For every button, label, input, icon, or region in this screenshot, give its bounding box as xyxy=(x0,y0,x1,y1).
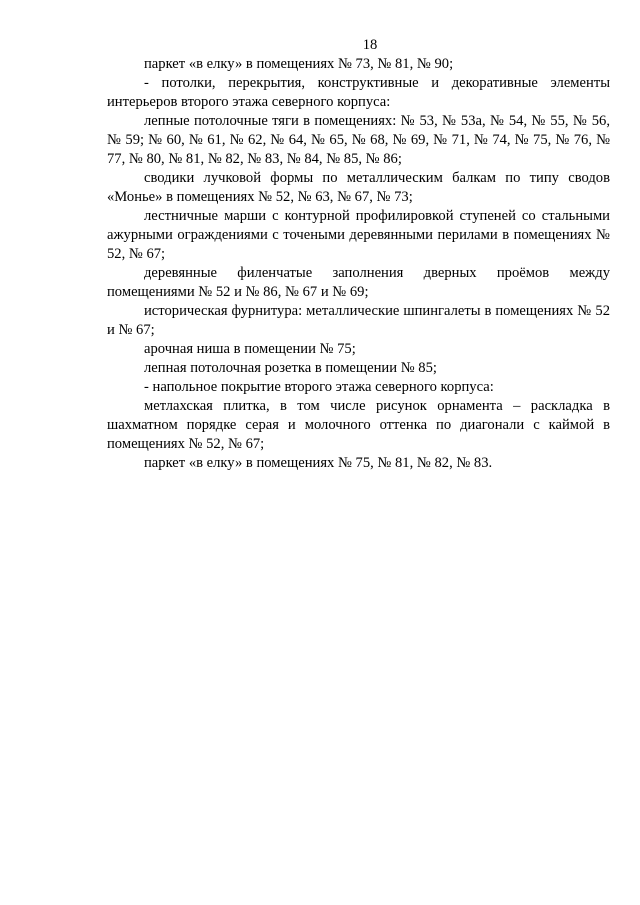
paragraph: деревянные филенчатые заполнения дверных проёмов между помещениями № 52 и № 86, № 67 и № 69; xyxy=(107,265,610,300)
paragraph: лестничные марши с контурной профилировкой ступеней со стальными ажурными ограждениями с точеными деревянными перилами в помещениях № 52, № 67; xyxy=(107,208,610,262)
paragraph: сводики лучковой формы по металлическим балкам по типу сводов «Монье» в помещениях № 52, № 63, № 67, № 73; xyxy=(107,170,610,205)
paragraph: лепные потолочные тяги в помещениях: № 53, № 53а, № 54, № 55, № 56, № 59; № 60, № 61, № 62, № 64, № 65, № 68, № 69, № 71, № 74, № 75, № 76, № 77, № 80, № 81, № 82, № 83, № 84, № 85, № 86; xyxy=(107,113,610,167)
page-number: 18 xyxy=(362,37,378,53)
paragraph: историческая фурнитура: металлические шпингалеты в помещениях № 52 и № 67; xyxy=(107,303,610,338)
document-body xyxy=(107,55,610,473)
paragraph: метлахская плитка, в том числе рисунок орнамента – раскладка в шахматном порядке серая и молочного оттенка по диагонали с каймой в помещениях № 52, № 67; xyxy=(107,398,610,452)
paragraph: - потолки, перекрытия, конструктивные и декоративные элементы интерьеров второго этажа северного корпуса: xyxy=(107,75,610,110)
paragraph: - напольное покрытие второго этажа северного корпуса: xyxy=(144,379,494,395)
paragraph: паркет «в елку» в помещениях № 75, № 81, № 82, № 83. xyxy=(144,455,493,471)
paragraph: паркет «в елку» в помещениях № 73, № 81, № 90; xyxy=(144,56,454,72)
paragraph: лепная потолочная розетка в помещении № 85; xyxy=(144,360,437,376)
paragraph: арочная ниша в помещении № 75; xyxy=(144,341,356,357)
